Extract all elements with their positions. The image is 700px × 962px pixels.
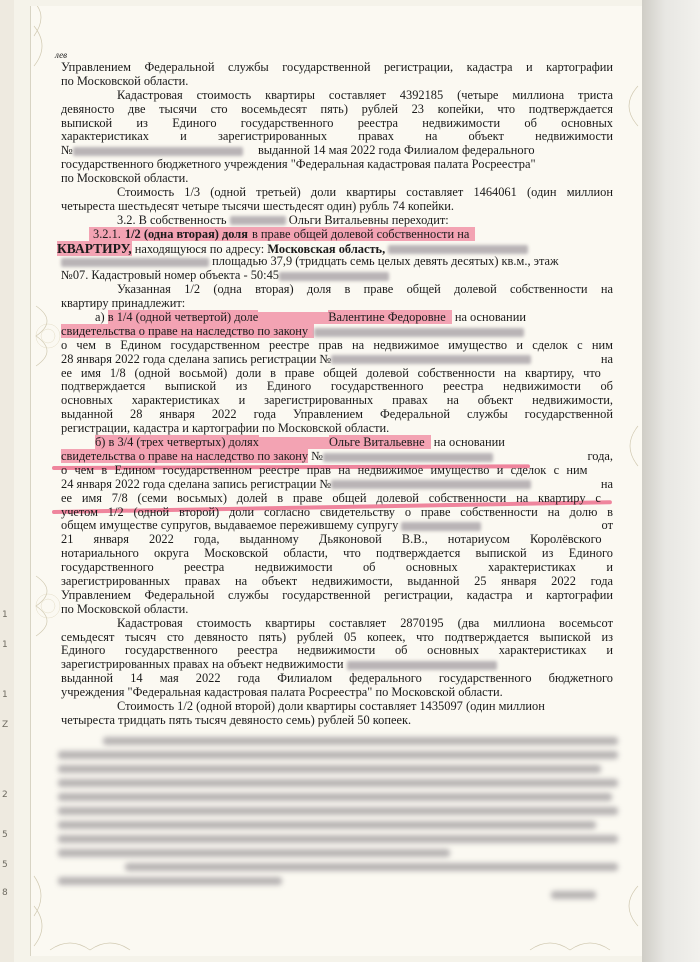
redacted-number [323, 453, 493, 462]
redacted-surname [230, 216, 286, 225]
text-line: Управлением Федеральной службы государственной регистрации, кадастра и картографии [61, 588, 613, 602]
highlight-name: Валентине Федоровне [328, 310, 451, 324]
text-fragment: а) [95, 310, 105, 325]
redacted-paragraphs [58, 737, 618, 897]
redacted-line [58, 807, 618, 815]
redacted-cadastral [279, 272, 389, 281]
text-line [61, 450, 613, 464]
redacted-address [388, 245, 528, 254]
highlight-text: в праве общей долевой собственности на [248, 227, 475, 241]
text-fragment: от [601, 518, 613, 533]
highlight-share: 1/2 (одна вторая) доля [121, 227, 248, 241]
text-line [61, 255, 613, 269]
text-line: четыреста тридцать пять тысяч девяносто семь) рублей 50 копеек. [61, 712, 412, 727]
redacted-number [331, 480, 531, 489]
redacted-address [61, 258, 209, 267]
text-fragment: 28 января 2022 года сделана запись регистрации № [61, 351, 332, 366]
text-line: Стоимость 1/2 (одной второй) доли квартиры составляет 1435097 (один миллион [117, 698, 545, 713]
redacted-line [58, 877, 282, 885]
text-line: четыреста шестьдесят четыре тысячи шестьдесят один) рубль 74 копейки. [61, 198, 454, 213]
highlight-certificate: свидетельства о праве на наследство по закону [61, 324, 314, 338]
redacted-line [58, 779, 618, 787]
region-name: Московская область, [267, 241, 386, 256]
text-line: учреждения "Федеральная кадастровая палата Росреестра" по Московской области. [61, 685, 503, 700]
text-fragment: Ольги Витальевны переходит: [288, 212, 449, 227]
text-line [61, 519, 613, 533]
text-line: о чем в Едином государственном реестре прав на недвижимое имущество и сделок с ним [61, 338, 613, 352]
edge-mark: 1 [2, 640, 8, 650]
text-fragment: на [600, 476, 613, 491]
text-fragment: общем имуществе супругов, выдаваемое пережившему супругу [61, 518, 399, 533]
text-line: по Московской области. [61, 601, 189, 616]
text-line: регистрации, кадастра и картографии по Московской области. [61, 421, 390, 436]
text-line [61, 144, 613, 158]
text-line: Кадастровая стоимость квартиры составляет 2870195 (два миллиона восемьсот [117, 616, 613, 630]
text-line: государственного реестра недвижимости об основных характеристиках и [61, 561, 613, 575]
redacted-line [58, 765, 601, 773]
text-fragment: №07. Кадастровый номер объекта - 50:45 [61, 268, 279, 283]
text-line [61, 311, 613, 325]
text-line: семьдесят тысяч сто девяносто пять) рублей 05 копеек, что подтверждается выпиской из [61, 630, 613, 644]
text-line: Указанная 1/2 (одна вторая) доля в праве общей долевой собственности на [117, 283, 613, 297]
edge-mark: 5 [2, 860, 8, 870]
highlight-name: Ольге Витальевне [329, 435, 431, 449]
highlight-share: в 1/4 (одной четвертой) доле [107, 310, 259, 325]
binding-strip [0, 0, 14, 962]
text-fragment: 3.2. В собственность [117, 212, 227, 227]
text-line [57, 242, 613, 256]
text-line: о чем в Едином государственном реестре прав на недвижимое имущество и сделок с ним [61, 463, 588, 477]
edge-mark: 1 [2, 690, 8, 700]
text-line: подтверждается выпиской из Единого государственного реестра недвижимости об [61, 380, 613, 394]
text-line: 21 января 2022 года, выданному Дьяконовой В.В., нотариусом Королёвского [61, 533, 602, 547]
redacted-line [58, 751, 618, 759]
text-line [61, 269, 613, 283]
scan-shadow [642, 0, 700, 962]
text-line: Стоимость 1/3 (одной третьей) доли квартиры составляет 1464061 (один миллион [117, 186, 613, 200]
text-line: государственного бюджетного учреждения "Федеральная кадастровая палата Росреестра" [61, 157, 536, 172]
edge-mark: Z [2, 720, 9, 730]
text-line: выданной 28 января 2022 года Управлением Федеральной службы государственной [61, 408, 613, 422]
text-line [61, 228, 613, 242]
redacted-surname [259, 437, 329, 449]
text-line: нотариального округа Московской области, что подтверждается выпиской из Единого [61, 547, 613, 561]
redacted-number [331, 355, 531, 364]
redacted-line [58, 821, 596, 829]
redacted-line [58, 793, 612, 801]
text-line: по Московской области. [61, 171, 189, 186]
redacted-surname [401, 522, 481, 531]
redacted-line [58, 835, 618, 843]
number-sign: № [311, 448, 324, 463]
text-line: выданной 14 мая 2022 года Филиалом федерального государственного бюджетного [61, 672, 613, 686]
text-line: Управлением Федеральной службы государственной регистрации, кадастра и картографии [61, 61, 613, 74]
edge-mark: 5 [2, 830, 8, 840]
text-fragment: находящуюся по адресу: [134, 241, 265, 256]
redacted-number [73, 147, 243, 156]
text-fragment: 24 января 2022 года сделана запись регистрации № [61, 476, 332, 491]
text-fragment: на основании [454, 310, 526, 325]
text-fragment: на основании [433, 435, 505, 450]
text-line: ее имя 7/8 (семи восьмых) долей в праве общей долевой собственности на квартиру с [61, 491, 601, 505]
highlight-certificate: свидетельства о праве на наследство по закону [61, 448, 309, 463]
text-line: основных характеристиках и зарегистрированных правах на объект недвижимости, [61, 394, 613, 408]
redacted-number [314, 328, 524, 337]
text-line: девяносто две тысячи сто восемьдесят пять) рублей 23 копейки, что подтверждается [61, 102, 613, 116]
text-fragment: на [600, 351, 613, 366]
text-line: выпиской из Единого государственного реестра недвижимости об основных [61, 116, 613, 130]
redacted-signature [551, 891, 596, 899]
edge-mark: 1 [2, 610, 8, 620]
text-line: ее имя 1/8 (одной восьмой) доли в праве общей долевой собственности на квартиру, что [61, 366, 601, 380]
highlight-share: б) в 3/4 (трех четвертых) долях [95, 435, 259, 450]
number-sign: № [61, 143, 73, 158]
text-fragment: выданной 14 мая 2022 года Филиалом федерального [257, 143, 535, 158]
redacted-line [103, 737, 618, 745]
text-line: зарегистрированных правах на объект недвижимости, выданной 25 января 2022 года [61, 574, 613, 588]
redacted-line [125, 863, 618, 871]
text-line [61, 658, 613, 672]
text-fragment: площадью 37,9 (тридцать семь целых девять десятых) кв.м., этаж [212, 254, 559, 269]
redacted-line [58, 849, 450, 857]
text-fragment: зарегистрированных правах на объект недвижимости [61, 657, 344, 672]
text-line [61, 353, 613, 367]
text-line: Кадастровая стоимость квартиры составляет 4392185 (четыре миллиона триста [117, 88, 613, 102]
text-line: характеристиках и зарегистрированных правах на объект недвижимости [61, 130, 613, 144]
edge-mark: 8 [2, 888, 8, 898]
document-body [55, 49, 613, 728]
text-line [61, 436, 613, 450]
text-line [61, 214, 613, 228]
redacted-surname [258, 312, 328, 324]
text-line: по Московской области. [61, 73, 189, 88]
text-fragment: года, [587, 448, 613, 463]
top-word: лев [55, 50, 68, 60]
text-line [61, 478, 613, 492]
redacted-number [347, 661, 497, 670]
highlight-apartment: КВАРТИРУ, [57, 240, 132, 256]
text-line: Единого государственного реестра недвижимости об основных характеристиках и [61, 644, 613, 658]
edge-mark: 2 [2, 790, 8, 800]
highlight-clause-number: 3.2.1. [89, 227, 121, 241]
text-line [61, 325, 613, 339]
text-line: квартиру принадлежит: [61, 296, 186, 311]
text-line: учетом 1/2 (одной второй) доли согласно свидетельству о праве собственности на долю в [61, 505, 613, 519]
